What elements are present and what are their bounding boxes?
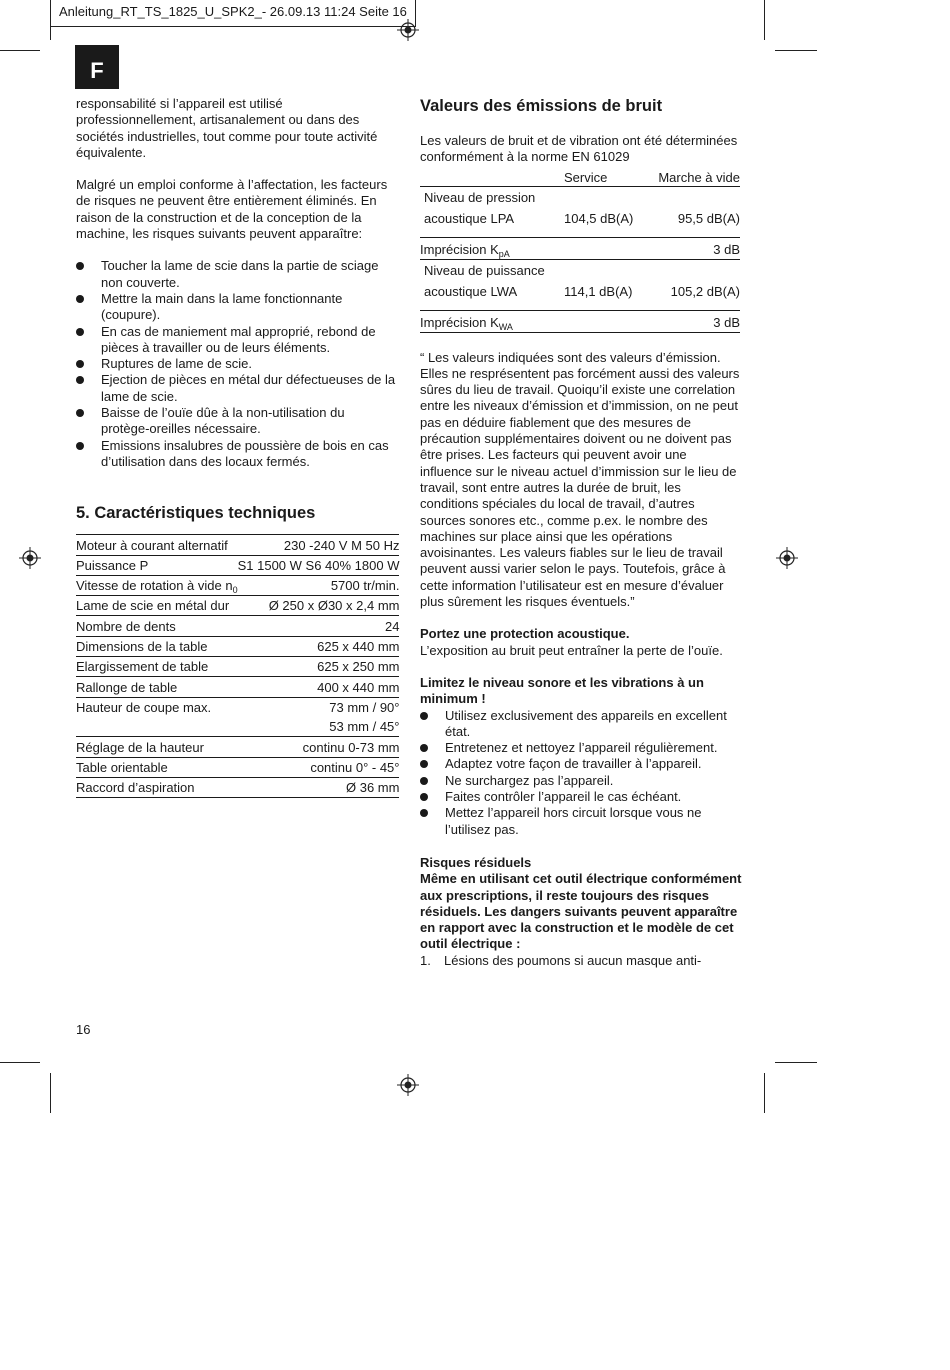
- spec-label: Vitesse de rotation à vide $n_0$: [76, 575, 238, 595]
- paragraph: L’exposition au bruit peut entraîner la perte de l’ouïe.: [420, 642, 723, 658]
- spec-value: continu 0° - 45°: [238, 757, 400, 777]
- list-item: Mettez l’appareil hors circuit lorsque vous ne l’utilisez pas.: [420, 805, 742, 838]
- list-item: Utilisez exclusivement des appareils en excellent état.: [420, 708, 742, 741]
- table-row: [76, 636, 399, 656]
- subheading: Portez une protection acoustique.: [420, 626, 630, 642]
- table-row: [420, 280, 740, 301]
- section-title: 5. Caractéristiques techniques: [76, 504, 316, 523]
- spec-value: 230 -240 V M 50 Hz: [238, 535, 400, 555]
- spec-label: Moteur à courant alternatif: [76, 535, 238, 555]
- service-value: 104,5 dB(A): [564, 210, 634, 226]
- registration-mark-icon: [397, 19, 419, 41]
- table-row: [76, 697, 399, 717]
- row-label: Imprécision $K_{pA}$: [420, 242, 510, 260]
- spec-value: 5700 tr/min.: [238, 575, 400, 595]
- subheading: Limitez le niveau sonore et les vibrations à un minimum !: [420, 674, 704, 707]
- spec-value: S1 1500 W S6 40% 1800 W: [238, 555, 400, 575]
- table-row: [76, 555, 399, 575]
- spec-label: Puissance P: [76, 555, 238, 575]
- list-item: Ruptures de lame de scie.: [76, 356, 396, 372]
- list-item: Baisse de l’ouïe dûe à la non-utilisation du protège-oreilles nécessaire.: [76, 405, 396, 438]
- registration-mark-icon: [776, 547, 798, 569]
- registration-mark-icon: [19, 547, 41, 569]
- list-item: Emissions insalubres de poussière de bois en cas d’utilisation dans des locaux fermés.: [76, 438, 396, 471]
- crop-mark: [50, 1073, 51, 1113]
- spec-value: Ø 250 x Ø30 x 2,4 mm: [238, 596, 400, 616]
- paragraph: Même en utilisant cet outil électrique conformément aux prescriptions, il reste toujours des risques résiduels. Les dangers suivants peuvent apparaître en rapport avec la construction et le modèle de cet outil électrique :: [420, 871, 742, 952]
- column-header: Marche à vide: [658, 169, 740, 185]
- spec-value: 24: [238, 616, 400, 636]
- crop-mark: [0, 1062, 40, 1063]
- uncertainty-value: 3 dB: [713, 242, 740, 258]
- spec-value: 625 x 250 mm: [238, 657, 400, 677]
- right-column: [420, 96, 742, 969]
- service-value: 114,1 dB(A): [564, 283, 633, 299]
- registration-mark-icon: [397, 1074, 419, 1096]
- row-label: acoustique LPA: [424, 210, 515, 226]
- crop-mark: [0, 50, 40, 51]
- spec-label: Elargissement de table: [76, 657, 238, 677]
- table-row: [420, 207, 740, 228]
- list-item: Toucher la lame de scie dans la partie de sciage non couverte.: [76, 258, 396, 291]
- spec-label: Raccord d’aspiration: [76, 777, 238, 797]
- row-label: acoustique LWA: [424, 283, 518, 299]
- table-row: [76, 717, 399, 737]
- spec-label: Réglage de la hauteur: [76, 737, 238, 757]
- table-row: [76, 657, 399, 677]
- spec-value: 73 mm / 90°: [329, 699, 400, 715]
- left-column: [76, 96, 400, 798]
- spec-label: Hauteur de coupe max.: [76, 699, 212, 715]
- risk-list: [76, 258, 396, 470]
- spec-label: Lame de scie en métal dur: [76, 596, 238, 616]
- paragraph: responsabilité si l’appareil est utilisé professionnellement, artisanalement ou dans des sociétés industrielles, tout comme pour toute activité équivalente.: [76, 96, 378, 160]
- list-item: Faites contrôler l’appareil le cas échéant.: [420, 789, 742, 805]
- section-title: Valeurs des émissions de bruit: [420, 97, 663, 115]
- paragraph: Les valeurs de bruit et de vibration ont été déterminées conformément à la norme EN 61029: [420, 133, 738, 165]
- list-item: Ne surchargez pas l’appareil.: [420, 773, 742, 789]
- spec-value: 400 x 440 mm: [238, 677, 400, 697]
- row-label: Imprécision $K_{WA}$: [420, 315, 513, 333]
- table-row: [76, 757, 399, 777]
- row-label: Niveau de puissance: [424, 263, 545, 279]
- noise-table: [420, 166, 740, 333]
- limit-list: [420, 708, 742, 838]
- spec-label: Rallonge de table: [76, 677, 238, 697]
- spec-value: continu 0-73 mm: [238, 737, 400, 757]
- table-row: [76, 616, 399, 636]
- print-header: Anleitung_RT_TS_1825_U_SPK2_- 26.09.13 11:24 Seite 16: [50, 0, 416, 27]
- table-row: [76, 677, 399, 697]
- language-marker: F: [75, 45, 119, 89]
- spec-value: 53 mm / 45°: [238, 717, 400, 737]
- paragraph: Malgré un emploi conforme à l’affectation, les facteurs de risques ne peuvent être entièrement éliminés. En raison de la construction et de la conception de la machine, les risques suivants peuvent apparaître:: [76, 177, 388, 242]
- idle-value: 95,5 dB(A): [677, 210, 740, 226]
- idle-value: 105,2 dB(A): [670, 283, 740, 299]
- crop-mark: [50, 0, 51, 40]
- list-item: Adaptez votre façon de travailler à l’appareil.: [420, 756, 742, 772]
- crop-mark: [775, 50, 817, 51]
- list-item: En cas de maniement mal approprié, rebond de pièces à travailler ou de leurs éléments.: [76, 324, 396, 357]
- table-row: [76, 777, 399, 797]
- table-row: [76, 596, 399, 616]
- paragraph: “ Les valeurs indiquées sont des valeurs d’émission. Elles ne resprésentent pas forcément aussi des valeurs sûres du lieu de travail. Quoiqu’il existe une correlation entre les niveaux d’émission et d’immission, on ne peut pas en déduire fiablement que des mesures de précaution supplémentaires doivent ou ne doivent pas être prises. Les facteurs qui peuvent avoir une influence sur le niveau actuel d’immission sur le lieu de travail, sont entre autres la durée de bruit, les conditions spéciales du local de travail, d’autres sources sonores etc., comme p.ex. le nombre des machines sur place ainsi que les opérations avoisinantes. Les valeurs fiables sur le lieu de travail peuvent aussi varier selon le pays. Toutefois, grâce à cette information l’utilisateur est en mesure d’évaluer plus sûrement les risques éventuels.”: [420, 349, 740, 610]
- subheading: Risques résiduels: [420, 854, 532, 870]
- crop-mark: [764, 1073, 765, 1113]
- spec-table: [76, 534, 399, 798]
- table-row: [76, 535, 399, 555]
- table-row: [76, 575, 399, 595]
- spec-label: Nombre de dents: [76, 616, 238, 636]
- table-row: [420, 260, 740, 281]
- crop-mark: [775, 1062, 817, 1063]
- table-row: [420, 187, 740, 208]
- row-label: Niveau de pression: [424, 190, 536, 206]
- crop-mark: [764, 0, 765, 40]
- residual-list: [420, 953, 742, 969]
- list-item: Entretenez et nettoyez l’appareil régulièrement.: [420, 740, 742, 756]
- spec-value: 625 x 440 mm: [238, 636, 400, 656]
- list-item: 1. Lésions des poumons si aucun masque anti-: [420, 952, 702, 968]
- spec-label: Dimensions de la table: [76, 636, 238, 656]
- list-item: Mettre la main dans la lame fonctionnante (coupure).: [76, 291, 396, 324]
- column-header: Service: [564, 169, 608, 185]
- spec-label: Table orientable: [76, 757, 238, 777]
- spec-value: Ø 36 mm: [238, 777, 400, 797]
- page-number: 16: [76, 1022, 91, 1037]
- table-row: [76, 737, 399, 757]
- list-item: Ejection de pièces en métal dur défectueuses de la lame de scie.: [76, 372, 396, 405]
- uncertainty-value: 3 dB: [713, 315, 740, 331]
